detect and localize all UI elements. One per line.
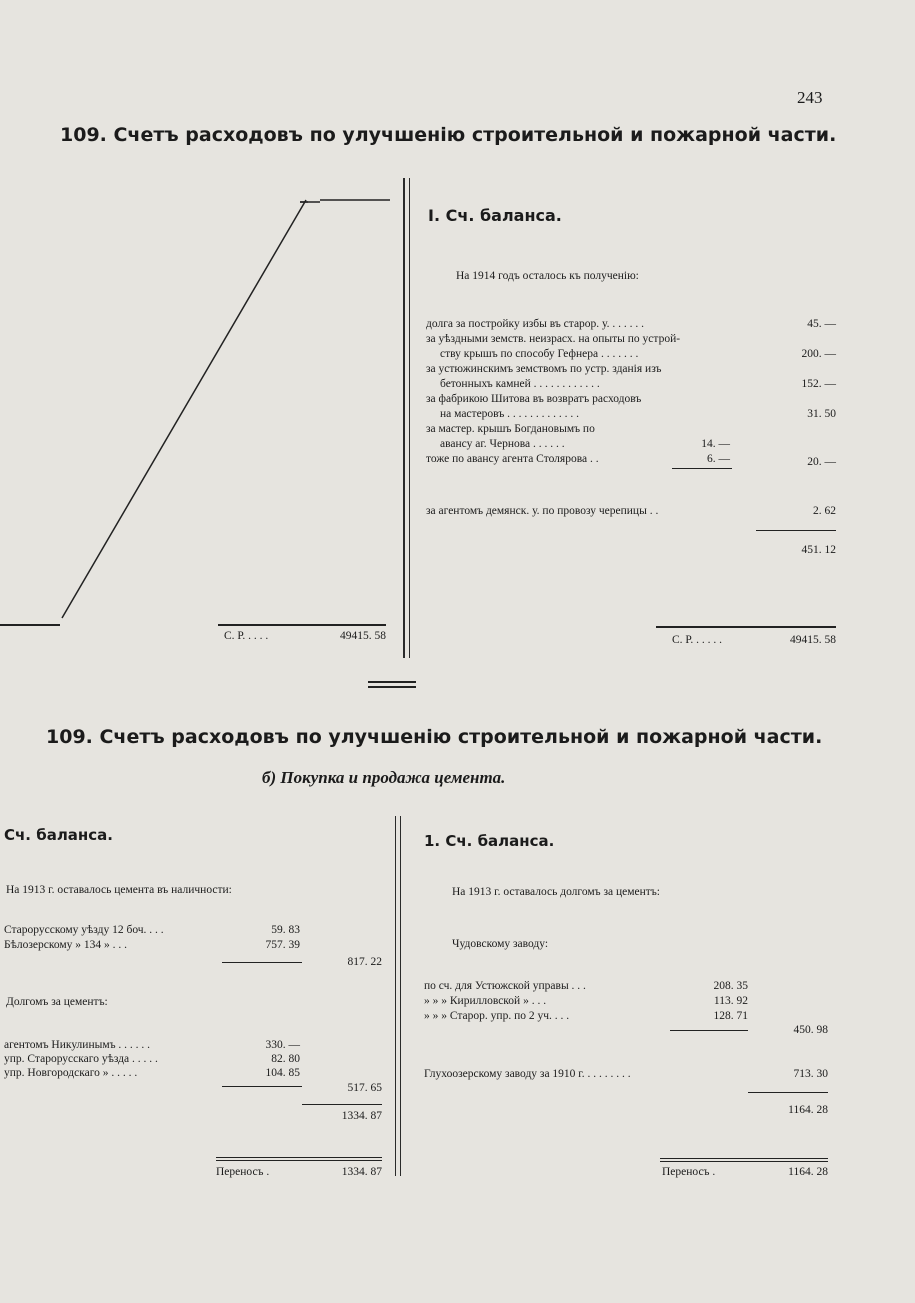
invoice-item-value: 208. 35 <box>713 980 748 992</box>
bottom-left-sum: 1334. 87 <box>341 1110 382 1122</box>
entry-text: за устюжинскимъ земствомъ по устр. зданія изъ <box>426 363 662 375</box>
entry-text: за мастер. крышъ Богдановымъ по <box>426 423 595 435</box>
cancellation-stroke <box>0 190 400 630</box>
entry-text: авансу аг. Чернова . . . . . . <box>440 438 565 450</box>
top-left-total-label: С. Р. . . . . <box>224 630 269 642</box>
left-total-rule <box>218 624 386 626</box>
bottom-left-heading: Сч. баланса. <box>4 826 114 844</box>
invoice-subtotal-rule <box>670 1030 748 1031</box>
invoice-item-label: » » » Кирилловской » . . . <box>424 995 547 1007</box>
entry-row <box>426 363 836 378</box>
entry-value: 31. 50 <box>807 408 836 420</box>
debt-item-value: 104. 85 <box>265 1067 300 1079</box>
entry-text: бетонныхъ камней . . . . . . . . . . . . <box>440 378 600 390</box>
entry-row <box>426 393 836 408</box>
debt-item-label: агентомъ Никулинымъ . . . . . . <box>4 1039 151 1051</box>
entry-value: 6. — <box>707 453 730 465</box>
top-right-subtotal: 20. — <box>807 456 836 468</box>
bottom-column-divider-inner <box>400 816 401 1176</box>
top-right-tile-line: за агентомъ демянск. у. по провозу черепицы . . <box>426 505 659 517</box>
entry-text: долга за постройку избы въ старор. у. . . . . . . <box>426 318 645 330</box>
debt-item-value: 82. 80 <box>271 1053 300 1065</box>
bottom-subtitle: б) Покупка и продажа цемента. <box>262 768 506 787</box>
entry-row <box>426 423 836 438</box>
bottom-right-sum: 1164. 28 <box>788 1104 828 1116</box>
entry-text: за уѣздными земств. неизрасх. на опыты по устрой- <box>426 333 681 345</box>
stock-subtotal: 817. 22 <box>347 956 382 968</box>
stock-item-label: Старорусскому уѣзду 12 боч. . . . <box>4 924 164 936</box>
top-right-total-label: С. Р. . . . . . <box>672 634 723 646</box>
top-right-heading: I. Сч. баланса. <box>428 206 562 225</box>
top-right-entries <box>426 318 836 468</box>
left-carry-rule-2 <box>216 1160 382 1161</box>
bottom-column-divider <box>395 816 396 1176</box>
entry-value: 152. — <box>801 378 836 390</box>
top-title: 109. Счетъ расходовъ по улучшенію строительной и пожарной части. <box>60 124 837 146</box>
invoice-item-value: 128. 71 <box>713 1010 748 1022</box>
bottom-left-carry-label: Переносъ . <box>216 1166 270 1178</box>
bottom-left-carry-value: 1334. 87 <box>341 1166 382 1178</box>
stock-item-value: 59. 83 <box>271 924 300 936</box>
stock-item-value: 757. 39 <box>265 939 300 951</box>
bottom-right-heading: 1. Сч. баланса. <box>424 832 555 850</box>
sum-rule <box>756 530 836 531</box>
bottom-left-intro: На 1913 г. оставалось цемента въ наличности: <box>6 884 232 896</box>
entry-value: 14. — <box>701 438 730 450</box>
left-carry-rule <box>216 1157 382 1158</box>
entry-text: ству крышъ по способу Гефнера . . . . . . . <box>440 348 639 360</box>
debt-item-label: упр. Новгородскаго » . . . . . <box>4 1067 138 1079</box>
entry-row <box>426 318 836 333</box>
bottom-title: 109. Счетъ расходовъ по улучшенію строительной и пожарной части. <box>46 726 823 748</box>
plant-label: Чудовскому заводу: <box>452 938 549 950</box>
debt-subtotal-rule <box>222 1086 302 1087</box>
top-right-tile-value: 2. 62 <box>813 505 836 517</box>
bottom-right-carry-value: 1164. 28 <box>788 1166 828 1178</box>
invoice-item-label: » » » Старор. упр. по 2 уч. . . . <box>424 1010 570 1022</box>
section-separator-top <box>368 681 416 683</box>
top-left-total-value: 49415. 58 <box>340 630 386 642</box>
subtotal-rule <box>672 468 732 469</box>
invoice-item-value: 113. 92 <box>713 995 748 1007</box>
top-column-divider <box>403 178 405 658</box>
section-separator-bottom <box>368 686 416 688</box>
right-total-rule <box>656 626 836 628</box>
invoice-subtotal: 450. 98 <box>793 1024 828 1036</box>
right-sum-rule <box>748 1092 828 1093</box>
debt-subtotal: 517. 65 <box>347 1082 382 1094</box>
top-right-total-value: 49415. 58 <box>790 634 836 646</box>
bottom-right-carry-label: Переносъ . <box>662 1166 716 1178</box>
entry-row <box>426 378 836 393</box>
invoice-item-label: по сч. для Устюжской управы . . . <box>424 980 586 992</box>
entry-value: 45. — <box>807 318 836 330</box>
stock-item-label: Бѣлозерскому » 134 » . . . <box>4 939 128 951</box>
right-carry-rule <box>660 1158 828 1159</box>
entry-text: тоже по авансу агента Столярова . . <box>426 453 599 465</box>
entry-text: на мастеровъ . . . . . . . . . . . . . <box>440 408 580 420</box>
entry-row <box>426 438 836 453</box>
debt-item-label: упр. Старорусскаго уѣзда . . . . . <box>4 1053 158 1065</box>
left-baseline-rule <box>0 624 60 626</box>
entry-row <box>426 333 836 348</box>
stock-subtotal-rule <box>222 962 302 963</box>
entry-row <box>426 408 836 423</box>
bottom-right-intro: На 1913 г. оставалось долгомъ за цементъ: <box>452 886 660 898</box>
left-sum-rule <box>302 1104 382 1105</box>
entry-text: за фабрикою Шитова въ возвратъ расходовъ <box>426 393 642 405</box>
top-right-intro: На 1914 годъ осталось къ полученію: <box>456 270 639 282</box>
page-number: 243 <box>797 88 823 107</box>
debt-item-value: 330. — <box>265 1039 300 1051</box>
top-column-divider-inner <box>409 178 410 658</box>
glukho-line: Глухоозерскому заводу за 1910 г. . . . . . . . . <box>424 1068 631 1080</box>
entry-value: 200. — <box>801 348 836 360</box>
glukho-value: 713. 30 <box>793 1068 828 1080</box>
entry-row <box>426 348 836 363</box>
right-carry-rule-2 <box>660 1161 828 1162</box>
debt-label: Долгомъ за цементъ: <box>6 996 108 1008</box>
top-right-sum: 451. 12 <box>801 544 836 556</box>
